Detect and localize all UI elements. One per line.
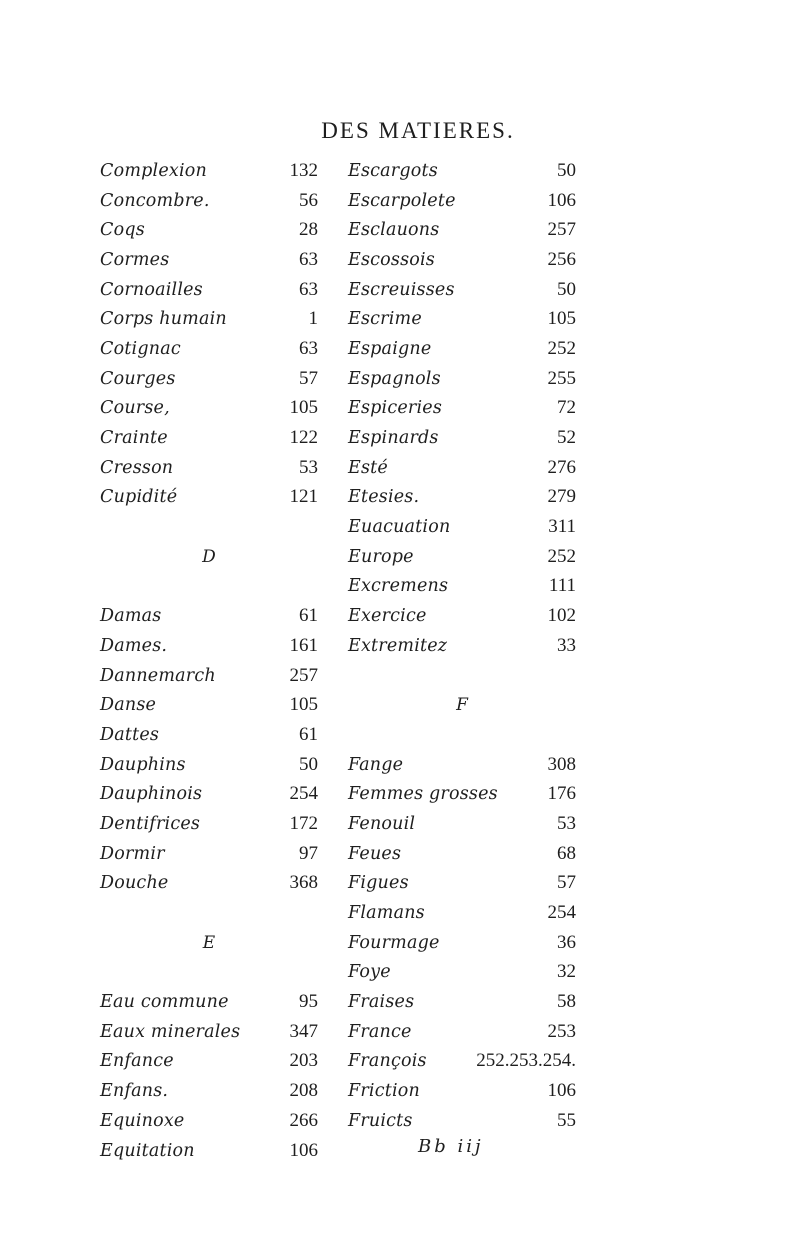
index-entry (100, 186, 318, 216)
index-term: Cupidité (100, 487, 178, 508)
index-page-number: 172 (289, 812, 318, 834)
index-term: Foye (348, 962, 391, 983)
index-page-number: 254 (547, 902, 576, 924)
index-page-number: 257 (547, 219, 576, 241)
index-entry (348, 1017, 576, 1047)
index-entry (348, 542, 576, 572)
index-page-number: 257 (289, 664, 318, 686)
index-entry (100, 1106, 318, 1136)
index-term: Cornoailles (100, 279, 203, 300)
index-page-number: 63 (299, 337, 318, 359)
index-term: Friction (348, 1081, 420, 1102)
index-term: Espaigne (348, 338, 432, 359)
index-term: Escarpolete (348, 190, 456, 211)
index-term: Eaux minerales (100, 1021, 241, 1042)
index-page-number: 279 (547, 486, 576, 508)
index-entry (100, 1076, 318, 1106)
index-term: Corps humain (100, 309, 227, 330)
index-term: Espiceries (348, 398, 443, 419)
index-page-number: 106 (547, 1080, 576, 1102)
index-term: Dauphins (100, 754, 186, 775)
index-page-number: 53 (299, 456, 318, 478)
index-column-right (348, 156, 576, 1136)
index-page-number: 50 (299, 753, 318, 775)
index-page-number: 122 (289, 427, 318, 449)
index-term: Equitation (100, 1140, 195, 1161)
index-term: Escargots (348, 160, 438, 181)
index-entry (348, 364, 576, 394)
index-term: Escossois (348, 249, 435, 270)
index-page-number: 57 (299, 367, 318, 389)
index-term: Feues (348, 843, 402, 864)
index-entry (348, 839, 576, 869)
index-term: France (348, 1021, 412, 1042)
index-entry (348, 779, 576, 809)
index-entry (100, 245, 318, 275)
index-page-number: 276 (547, 456, 576, 478)
index-entry (348, 572, 576, 602)
index-term: Concombre. (100, 190, 210, 211)
index-entry (100, 423, 318, 453)
index-term: Femmes grosses (348, 784, 498, 805)
index-entry (100, 869, 318, 899)
index-page-number: 106 (289, 1139, 318, 1161)
index-entry (348, 601, 576, 631)
index-entry (348, 275, 576, 305)
index-entry (348, 483, 576, 513)
index-entry (100, 275, 318, 305)
index-term: Esclauons (348, 220, 440, 241)
index-page-number: 252.253.254. (476, 1050, 576, 1072)
index-term: Etesies. (348, 487, 420, 508)
index-term: Europe (348, 546, 414, 567)
index-entry (100, 453, 318, 483)
index-term: Dames. (100, 635, 168, 656)
index-entry (100, 661, 318, 691)
index-page-number: 111 (548, 575, 576, 597)
index-page-number: 121 (289, 486, 318, 508)
blank-line (100, 958, 318, 988)
index-term: Fenouil (348, 813, 416, 834)
index-term: Cotignac (100, 338, 181, 359)
index-page-number: 63 (299, 278, 318, 300)
index-page-number: 55 (557, 1109, 576, 1131)
index-page-number: 255 (547, 367, 576, 389)
index-page-number: 61 (299, 723, 318, 745)
index-term: Coqs (100, 220, 145, 241)
index-entry (100, 364, 318, 394)
index-page-number: 36 (557, 931, 576, 953)
index-page-number: 50 (557, 278, 576, 300)
index-term: Complexion (100, 160, 207, 181)
index-page-number: 254 (289, 783, 318, 805)
index-term: Eau commune (100, 992, 229, 1013)
index-term: Figues (348, 873, 409, 894)
index-term: Damas (100, 606, 162, 627)
letter-heading (100, 928, 318, 958)
index-term: Escreuisses (348, 279, 455, 300)
index-entry (100, 750, 318, 780)
index-entry (348, 987, 576, 1017)
index-page-number: 32 (557, 961, 576, 983)
index-entry (100, 1136, 318, 1166)
index-page-number: 252 (547, 545, 576, 567)
index-term: Douche (100, 873, 169, 894)
blank-line (100, 512, 318, 542)
index-entry (100, 156, 318, 186)
index-page-number: 58 (557, 991, 576, 1013)
index-column-left (100, 156, 318, 1165)
index-term: Cresson (100, 457, 174, 478)
index-page-number: 266 (289, 1109, 318, 1131)
index-entry (100, 304, 318, 334)
blank-line (100, 898, 318, 928)
index-term: Crainte (100, 428, 168, 449)
index-entry (348, 1106, 576, 1136)
letter-heading (348, 690, 576, 720)
index-entry (348, 512, 576, 542)
index-entry (348, 750, 576, 780)
index-entry (100, 483, 318, 513)
letter-heading (100, 542, 318, 572)
index-page-number: 368 (289, 872, 318, 894)
index-entry (348, 453, 576, 483)
letter-heading-text: F (456, 695, 468, 716)
index-page-number: 208 (289, 1080, 318, 1102)
index-term: Euacuation (348, 517, 451, 538)
index-entry (348, 869, 576, 899)
index-page-number: 176 (547, 783, 576, 805)
index-term: Courges (100, 368, 176, 389)
index-term: Esté (348, 457, 388, 478)
index-page-number: 253 (547, 1020, 576, 1042)
index-entry (348, 1076, 576, 1106)
index-entry (348, 215, 576, 245)
blank-line (348, 720, 576, 750)
index-page-number: 105 (289, 694, 318, 716)
index-term: Enfans. (100, 1081, 169, 1102)
index-term: Course, (100, 398, 170, 419)
index-entry (100, 334, 318, 364)
index-entry (100, 690, 318, 720)
index-entry (348, 958, 576, 988)
index-entry (348, 928, 576, 958)
index-page-number: 102 (547, 605, 576, 627)
index-page-number: 97 (299, 842, 318, 864)
index-term: Fange (348, 754, 404, 775)
index-entry (348, 631, 576, 661)
index-page-number: 106 (547, 189, 576, 211)
index-entry (100, 631, 318, 661)
index-term: Cormes (100, 249, 170, 270)
index-page-number: 28 (299, 219, 318, 241)
index-page-number: 308 (547, 753, 576, 775)
index-term: François (348, 1051, 427, 1072)
index-term: Dannemarch (100, 665, 216, 686)
index-term: Extremitez (348, 635, 448, 656)
index-page-number: 95 (299, 991, 318, 1013)
index-term: Equinoxe (100, 1110, 185, 1131)
index-page-number: 68 (557, 842, 576, 864)
index-page-number: 132 (289, 159, 318, 181)
index-entry (348, 245, 576, 275)
index-entry (100, 215, 318, 245)
index-entry (348, 898, 576, 928)
index-page-number: 72 (557, 397, 576, 419)
index-entry (348, 423, 576, 453)
index-entry (100, 601, 318, 631)
blank-line (100, 572, 318, 602)
index-page-number: 50 (557, 159, 576, 181)
index-page-number: 53 (557, 812, 576, 834)
index-entry (348, 156, 576, 186)
index-term: Dentifrices (100, 813, 201, 834)
index-entry (100, 987, 318, 1017)
index-page-number: 33 (557, 634, 576, 656)
index-page-number: 203 (289, 1050, 318, 1072)
index-term: Flamans (348, 903, 425, 924)
index-entry (100, 1017, 318, 1047)
index-entry (100, 394, 318, 424)
index-entry (100, 779, 318, 809)
index-page-number: 161 (289, 634, 318, 656)
index-entry (100, 839, 318, 869)
index-entry (100, 1047, 318, 1077)
index-entry (348, 809, 576, 839)
index-term: Exercice (348, 606, 427, 627)
index-term: Dauphinois (100, 784, 203, 805)
index-entry (348, 304, 576, 334)
index-term: Fruicts (348, 1110, 413, 1131)
index-entry (100, 809, 318, 839)
index-page-number: 256 (547, 248, 576, 270)
letter-heading-text: D (202, 546, 216, 567)
index-page-number: 105 (547, 308, 576, 330)
signature-mark: Bb iij (418, 1136, 484, 1157)
index-page-number: 57 (557, 872, 576, 894)
index-term: Fraises (348, 992, 415, 1013)
index-page-number: 61 (299, 605, 318, 627)
index-term: Espagnols (348, 368, 441, 389)
index-term: Escrime (348, 309, 422, 330)
letter-heading-text: E (202, 932, 216, 953)
index-term: Enfance (100, 1051, 174, 1072)
index-term: Danse (100, 695, 157, 716)
index-term: Excremens (348, 576, 449, 597)
index-page-number: 252 (547, 337, 576, 359)
index-page-number: 105 (289, 397, 318, 419)
index-entry (348, 186, 576, 216)
blank-line (348, 661, 576, 691)
index-entry (348, 1047, 576, 1077)
index-term: Dattes (100, 724, 160, 745)
index-page-number: 347 (289, 1020, 318, 1042)
index-entry (348, 394, 576, 424)
index-page-number: 1 (308, 308, 318, 330)
page-title: DES MATIERES. (321, 118, 515, 143)
index-entry (348, 334, 576, 364)
index-page-number: 63 (299, 248, 318, 270)
index-page-number: 56 (299, 189, 318, 211)
index-term: Fourmage (348, 932, 440, 953)
index-term: Dormir (100, 843, 165, 864)
index-term: Espinards (348, 428, 439, 449)
index-page-number: 52 (557, 427, 576, 449)
index-entry (100, 720, 318, 750)
index-page-number: 311 (548, 516, 576, 538)
